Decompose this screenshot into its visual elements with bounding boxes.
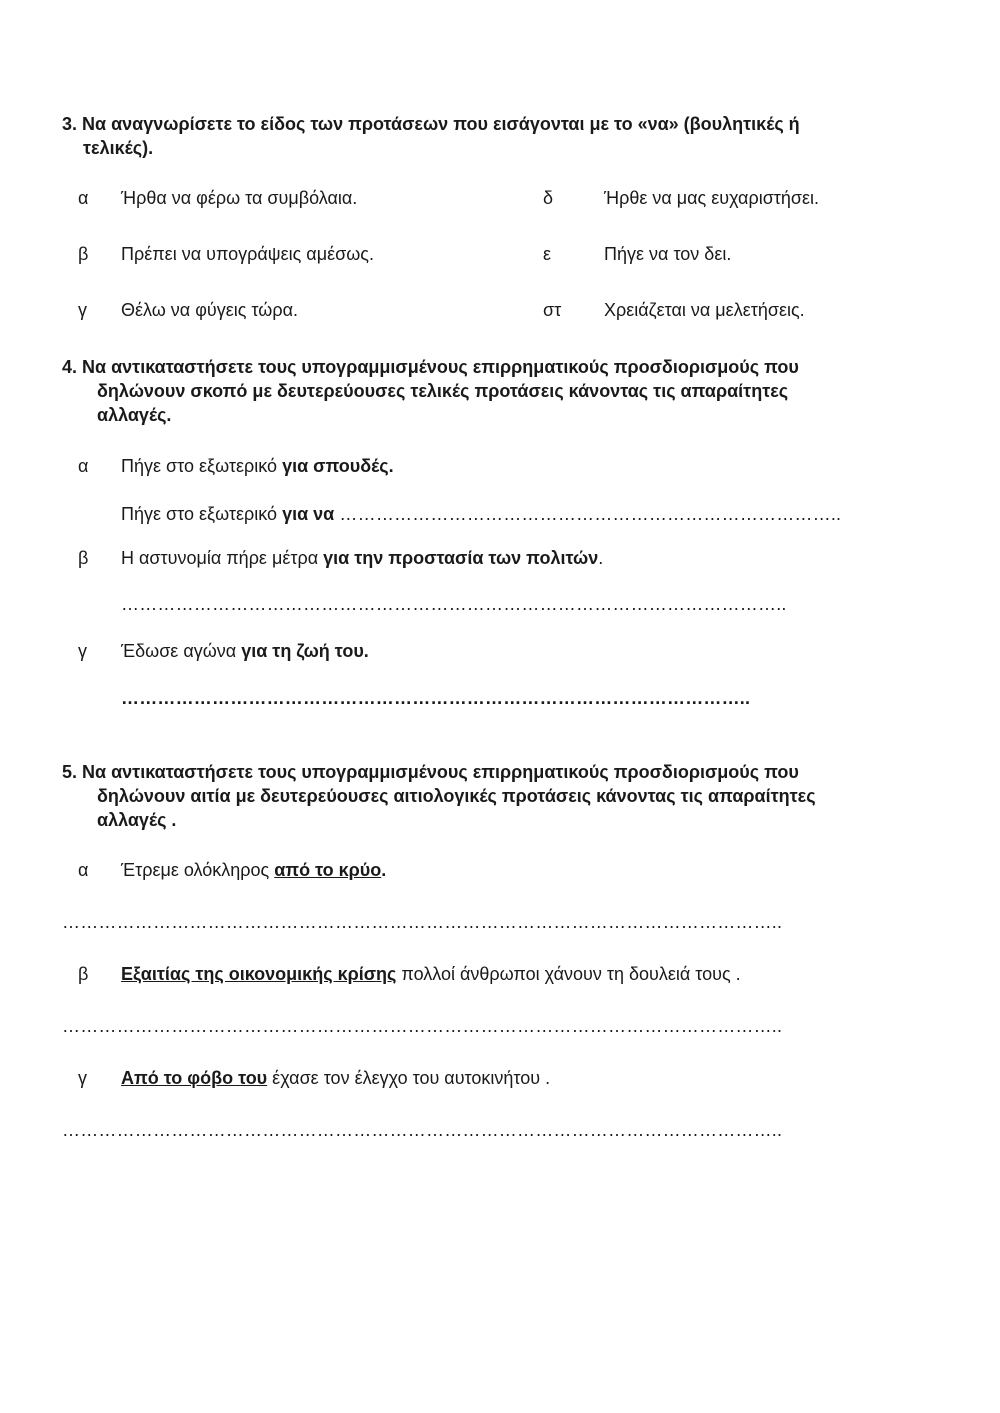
q3-item-label: β [78,244,89,264]
q5-c-plain: έχασε τον έλεγχο του αυτοκινήτου . [267,1068,551,1088]
q4-c-bold: για τη ζωή του. [241,641,369,661]
q3-item-label: δ [543,188,554,208]
q3-item-label: στ [543,300,562,320]
question-4-title: 4. Να αντικαταστήσετε τους υπογραμμισμένους επιρρηματικούς προσδιορισμούς που [62,357,799,377]
q5-answer-line-b[interactable]: ……………………………………………………………………………………………………….. [62,1016,783,1036]
q4-b-plain: Η αστυνομία πήρε μέτρα [121,548,324,568]
q4-answer-bold: για να [282,504,335,524]
q4-answer-line-a[interactable] [121,502,841,526]
q3-item-text: Ήρθε να μας ευχαριστήσει. [604,188,820,208]
q3-item-text: Θέλω να φύγεις τώρα. [121,300,298,320]
q3-item-text: Πρέπει να υπογράψεις αμέσως. [121,244,374,264]
q4-item-a [121,454,394,478]
q3-item-label: α [78,188,89,208]
q4-c-plain: Έδωσε αγώνα [121,641,242,661]
question-4-title-cont: δηλώνουν σκοπό με δευτερεύουσες τελικές προτάσεις κάνοντας τις απαραίτητες [97,381,789,401]
q4-item-label: α [78,456,89,476]
q5-answer-line-c[interactable]: ……………………………………………………………………………………………………….. [62,1120,783,1140]
q4-answer-line-b[interactable]: ……………………………………………………………………………………………….. [121,594,787,614]
q5-item-b [121,962,741,986]
q5-a-end: . [381,860,387,880]
q4-answer-dots: ……………………………………………………………………….. [334,504,842,524]
question-3-title-cont: τελικές). [83,138,154,158]
q5-item-a [121,858,386,882]
question-5-title: 5. Να αντικαταστήσετε τους υπογραμμισμένους επιρρηματικούς προσδιορισμούς που [62,762,799,782]
question-3-title: 3. Να αναγνωρίσετε το είδος των προτάσεων που εισάγονται με το «να» (βουλητικές ή [62,114,800,134]
q5-b-plain: πολλοί άνθρωποι χάνουν τη δουλειά τους . [396,964,741,984]
q3-item-label: γ [78,300,87,320]
q5-item-c [121,1066,550,1090]
q4-a-bold: για σπουδές. [282,456,394,476]
q3-item-text: Χρειάζεται να μελετήσεις. [604,300,805,320]
q5-answer-line-a[interactable]: ……………………………………………………………………………………………………….. [62,912,783,932]
q4-a-plain: Πήγε στο εξωτερικό [121,456,283,476]
q3-item-text: Πήγε να τον δει. [604,244,732,264]
q4-item-b [121,546,603,570]
question-5-title-cont: δηλώνουν αιτία με δευτερεύουσες αιτιολογικές προτάσεις κάνοντας τις απαραίτητες [97,786,816,806]
q4-item-label: γ [78,641,87,661]
q4-b-end: . [598,548,604,568]
q5-a-plain: Έτρεμε ολόκληρος [121,860,275,880]
q5-c-underlined: Από το φόβο του [121,1068,268,1088]
q4-answer-plain: Πήγε στο εξωτερικό [121,504,283,524]
question-5-title-cont: αλλαγές . [97,810,177,830]
q5-b-underlined: Εξαιτίας της οικονομικής κρίσης [121,964,397,984]
q5-a-underlined: από το κρύο [274,860,382,880]
q5-item-label: γ [78,1068,87,1088]
q4-answer-line-c[interactable]: ………………………………………………………………………………………….. [121,688,751,708]
q4-b-bold: για την προστασία των πολιτών [323,548,599,568]
q3-item-label: ε [543,244,552,264]
q3-item-text: Ήρθα να φέρω τα συμβόλαια. [121,188,358,208]
q4-item-label: β [78,548,89,568]
q5-item-label: α [78,860,89,880]
q4-item-c [121,639,369,663]
q5-item-label: β [78,964,89,984]
question-4-title-cont: αλλαγές. [97,405,172,425]
